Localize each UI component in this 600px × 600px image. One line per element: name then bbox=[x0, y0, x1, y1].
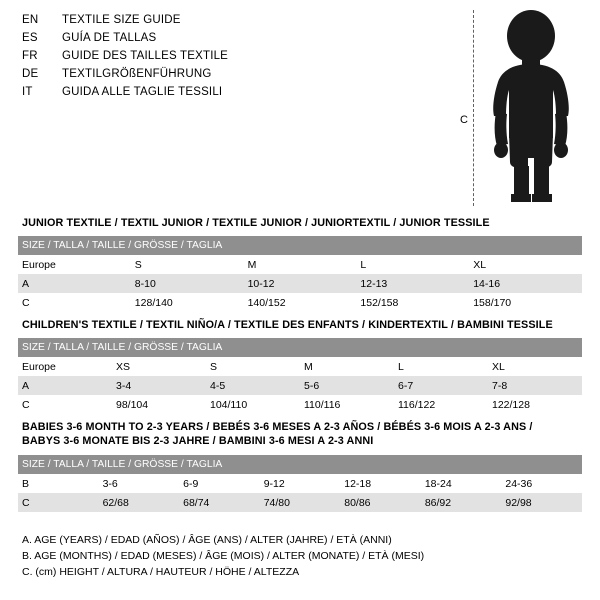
cell: 3-6 bbox=[99, 474, 180, 493]
language-row bbox=[22, 86, 352, 104]
table-row bbox=[18, 376, 582, 395]
language-code: IT bbox=[22, 86, 33, 98]
cell: 140/152 bbox=[244, 293, 357, 312]
language-code: ES bbox=[22, 32, 38, 44]
cell: 18-24 bbox=[421, 474, 502, 493]
table-header-label: SIZE / TALLA / TAILLE / GRÖSSE / TAGLIA bbox=[18, 236, 582, 255]
table-header-label: SIZE / TALLA / TAILLE / GRÖSSE / TAGLIA bbox=[18, 338, 582, 357]
row-label: A bbox=[18, 274, 131, 293]
language-row bbox=[22, 14, 352, 32]
cell: S bbox=[131, 255, 244, 274]
cell: 110/116 bbox=[300, 395, 394, 414]
table-row bbox=[18, 293, 582, 312]
cell: 6-9 bbox=[179, 474, 260, 493]
language-title: GUÍA DE TALLAS bbox=[62, 32, 157, 44]
row-label: C bbox=[18, 493, 99, 512]
table-header-row bbox=[18, 338, 582, 357]
table-row bbox=[18, 357, 582, 376]
cell: 152/158 bbox=[356, 293, 469, 312]
cell: 6-7 bbox=[394, 376, 488, 395]
cell: 68/74 bbox=[179, 493, 260, 512]
cell: L bbox=[394, 357, 488, 376]
cell: 8-10 bbox=[131, 274, 244, 293]
language-code: EN bbox=[22, 14, 39, 26]
row-label: Europe bbox=[18, 357, 112, 376]
section-title-babies-line2: BABYS 3-6 MONATE BIS 2-3 JAHRE / BAMBINI 3-6 MESI A 2-3 ANNI bbox=[22, 435, 374, 447]
babies-size-table bbox=[18, 455, 582, 512]
language-code: DE bbox=[22, 68, 39, 80]
table-header-row bbox=[18, 236, 582, 255]
cell: XL bbox=[488, 357, 582, 376]
cell: 12-18 bbox=[340, 474, 421, 493]
table-row bbox=[18, 255, 582, 274]
height-measure-line bbox=[473, 10, 474, 206]
cell: 92/98 bbox=[501, 493, 582, 512]
cell: 128/140 bbox=[131, 293, 244, 312]
measurement-figure bbox=[440, 8, 590, 208]
table-header-label: SIZE / TALLA / TAILLE / GRÖSSE / TAGLIA bbox=[18, 455, 582, 474]
table-row bbox=[18, 493, 582, 512]
language-list bbox=[22, 14, 352, 104]
legend-line-a: A. AGE (YEARS) / EDAD (AÑOS) / ÂGE (ANS) / ALTER (JAHRE) / ETÀ (ANNI) bbox=[22, 534, 392, 546]
cell: 4-5 bbox=[206, 376, 300, 395]
table-row bbox=[18, 274, 582, 293]
language-row bbox=[22, 32, 352, 50]
cell: 122/128 bbox=[488, 395, 582, 414]
measure-label-c: C bbox=[460, 114, 468, 126]
table-row bbox=[18, 474, 582, 493]
row-label: B bbox=[18, 474, 99, 493]
cell: 3-4 bbox=[112, 376, 206, 395]
row-label: C bbox=[18, 293, 131, 312]
language-title: TEXTILE SIZE GUIDE bbox=[62, 14, 181, 26]
language-title: GUIDE DES TAILLES TEXTILE bbox=[62, 50, 229, 62]
cell: 5-6 bbox=[300, 376, 394, 395]
cell: 98/104 bbox=[112, 395, 206, 414]
section-title-babies bbox=[22, 420, 532, 448]
legend-line-c: C. (cm) HEIGHT / ALTURA / HAUTEUR / HÖHE / ALTEZZA bbox=[22, 566, 300, 578]
cell: 104/110 bbox=[206, 395, 300, 414]
row-label: C bbox=[18, 395, 112, 414]
cell: L bbox=[356, 255, 469, 274]
cell: 7-8 bbox=[488, 376, 582, 395]
section-title-babies-line1: BABIES 3-6 MONTH TO 2-3 YEARS / BEBÉS 3-6 MESES A 2-3 AÑOS / BÉBÉS 3-6 MOIS A 2-3 ANS / bbox=[22, 421, 533, 433]
cell: 86/92 bbox=[421, 493, 502, 512]
cell: 24-36 bbox=[501, 474, 582, 493]
legend-line-b: B. AGE (MONTHS) / EDAD (MESES) / ÂGE (MOIS) / ALTER (MONATE) / ETÀ (MESI) bbox=[22, 550, 425, 562]
cell: 62/68 bbox=[99, 493, 180, 512]
cell: XS bbox=[112, 357, 206, 376]
cell: M bbox=[244, 255, 357, 274]
language-row bbox=[22, 68, 352, 86]
section-title-junior: JUNIOR TEXTILE / TEXTIL JUNIOR / TEXTILE JUNIOR / JUNIORTEXTIL / JUNIOR TESSILE bbox=[22, 217, 490, 229]
cell: 80/86 bbox=[340, 493, 421, 512]
cell: 10-12 bbox=[244, 274, 357, 293]
language-code: FR bbox=[22, 50, 38, 62]
cell: 9-12 bbox=[260, 474, 341, 493]
language-row bbox=[22, 50, 352, 68]
language-title: GUIDA ALLE TAGLIE TESSILI bbox=[62, 86, 223, 98]
cell: 158/170 bbox=[469, 293, 582, 312]
cell: 12-13 bbox=[356, 274, 469, 293]
row-label: Europe bbox=[18, 255, 131, 274]
legend-block bbox=[22, 532, 424, 580]
junior-size-table bbox=[18, 236, 582, 312]
table-header-row bbox=[18, 455, 582, 474]
cell: 74/80 bbox=[260, 493, 341, 512]
cell: S bbox=[206, 357, 300, 376]
cell: 116/122 bbox=[394, 395, 488, 414]
cell: M bbox=[300, 357, 394, 376]
table-row bbox=[18, 395, 582, 414]
child-silhouette-icon bbox=[478, 8, 588, 208]
section-title-children: CHILDREN'S TEXTILE / TEXTIL NIÑO/A / TEXTILE DES ENFANTS / KINDERTEXTIL / BAMBINI TESSILE bbox=[22, 319, 553, 331]
cell: 14-16 bbox=[469, 274, 582, 293]
children-size-table bbox=[18, 338, 582, 414]
row-label: A bbox=[18, 376, 112, 395]
language-title: TEXTILGRÖßENFÜHRUNG bbox=[62, 68, 212, 80]
cell: XL bbox=[469, 255, 582, 274]
